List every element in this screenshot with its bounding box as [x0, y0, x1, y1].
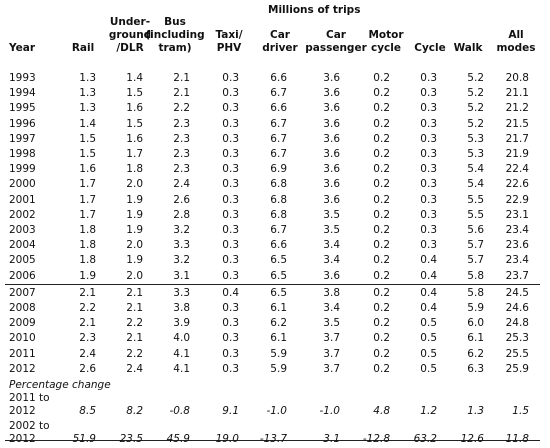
- table-cell: 0.2: [373, 193, 390, 206]
- table-cell: 22.6: [505, 178, 529, 191]
- row-year: 2004: [9, 239, 36, 252]
- table-cell: 3.4: [323, 302, 340, 314]
- table-cell: 3.3: [173, 286, 190, 299]
- table-cell: 0.3: [222, 117, 239, 130]
- row-year: 1994: [9, 87, 36, 100]
- table-cell: 1.5: [126, 87, 143, 100]
- table-cell: 3.5: [323, 224, 340, 236]
- table-cell: 0.3: [222, 224, 239, 236]
- table-cell: 5.2: [467, 102, 484, 115]
- table-cell: 0.3: [222, 347, 239, 360]
- row-year: 2011: [9, 347, 36, 360]
- column-header-car_passenger: Car: [326, 29, 346, 41]
- table-cell: 0.4: [420, 302, 437, 314]
- table-cell: 22.9: [505, 193, 529, 206]
- table-cell: 5.2: [467, 72, 484, 84]
- table-cell: 0.2: [373, 163, 390, 176]
- table-cell: 0.3: [420, 132, 437, 145]
- table-cell: 2.3: [173, 148, 190, 160]
- column-header-car_driver: driver: [262, 42, 298, 54]
- table-cell: 23.4: [505, 254, 529, 267]
- table-cell: 21.1: [505, 87, 529, 100]
- table-cell: 3.8: [323, 286, 340, 299]
- table-cell: 6.6: [270, 239, 287, 252]
- table-cell: 6.9: [270, 163, 287, 176]
- table-cell: 1.6: [126, 132, 143, 145]
- table-cell: 0.4: [222, 286, 239, 299]
- table-cell: 3.6: [323, 72, 340, 84]
- column-header-taxi: PHV: [216, 42, 242, 54]
- table-cell: 2.0: [126, 178, 143, 191]
- period-label: 2002 to: [9, 420, 50, 432]
- column-header-all: All: [508, 29, 524, 41]
- row-year: 1997: [9, 132, 36, 145]
- table-cell: 3.5: [323, 208, 340, 221]
- table-cell: 3.2: [173, 254, 190, 267]
- table-cell: 0.3: [420, 102, 437, 115]
- table-cell: 5.9: [270, 347, 287, 360]
- column-header-rail: Rail: [71, 42, 95, 54]
- column-header-bus: Bus: [164, 16, 186, 28]
- table-cell: 1.5: [79, 132, 96, 145]
- table-cell: 0.2: [373, 102, 390, 115]
- row-year: 2008: [9, 302, 36, 314]
- table-cell: 3.3: [173, 239, 190, 252]
- column-header-taxi: Taxi/: [215, 29, 243, 41]
- table-cell: 0.2: [373, 87, 390, 100]
- table-cell: 0.2: [373, 254, 390, 267]
- row-year: 2000: [9, 178, 36, 191]
- percentage-cell: -1.0: [319, 405, 340, 417]
- table-cell: 2.6: [173, 193, 190, 206]
- row-year: 2002: [9, 208, 36, 221]
- table-cell: 3.5: [323, 317, 340, 330]
- table-cell: 2.2: [126, 347, 143, 360]
- table-cell: 2.3: [173, 132, 190, 145]
- table-cell: 1.7: [79, 193, 96, 206]
- table-cell: 0.3: [222, 102, 239, 115]
- table-cell: 0.2: [373, 72, 390, 84]
- table-cell: 25.9: [505, 362, 529, 375]
- percentage-cell: 51.9: [72, 433, 96, 445]
- table-cell: 0.2: [373, 178, 390, 191]
- table-cell: 0.2: [373, 302, 390, 314]
- table-cell: 1.8: [79, 254, 96, 267]
- table-cell: 0.3: [222, 332, 239, 345]
- table-cell: 3.7: [323, 362, 340, 375]
- table-cell: 5.5: [467, 208, 484, 221]
- table-cell: 23.4: [505, 224, 529, 236]
- table-cell: 2.1: [126, 286, 143, 299]
- table-cell: 1.9: [126, 224, 143, 236]
- row-year: 2010: [9, 332, 36, 345]
- period-label: 2011 to: [9, 392, 50, 404]
- table-cell: 1.7: [79, 208, 96, 221]
- table-cell: 0.3: [222, 132, 239, 145]
- column-header-walk: Walk: [453, 42, 483, 54]
- percentage-cell: -12.8: [362, 433, 390, 445]
- table-cell: 1.9: [126, 208, 143, 221]
- table-cell: 1.8: [79, 239, 96, 252]
- percentage-cell: 12.6: [460, 433, 484, 445]
- table-cell: 0.3: [420, 193, 437, 206]
- table-cell: 0.3: [420, 117, 437, 130]
- row-year: 1999: [9, 163, 36, 176]
- period-label: 2012: [9, 433, 36, 445]
- table-cell: 1.8: [79, 224, 96, 236]
- percentage-cell: 19.0: [215, 433, 239, 445]
- row-year: 1998: [9, 148, 36, 160]
- table-cell: 22.4: [505, 163, 529, 176]
- column-header-underground: /DLR: [116, 42, 144, 54]
- table-cell: 6.7: [270, 87, 287, 100]
- table-cell: 0.5: [420, 332, 437, 345]
- table-cell: 0.2: [373, 286, 390, 299]
- table-cell: 21.9: [505, 148, 529, 160]
- table-cell: 3.9: [173, 317, 190, 330]
- table-cell: 6.7: [270, 224, 287, 236]
- table-cell: 3.1: [173, 269, 190, 282]
- table-cell: 3.6: [323, 87, 340, 100]
- table-cell: 0.3: [222, 239, 239, 252]
- percentage-cell: 1.5: [512, 405, 529, 417]
- table-cell: 0.3: [222, 302, 239, 314]
- table-cell: 1.7: [79, 178, 96, 191]
- table-cell: 3.7: [323, 347, 340, 360]
- period-label: 2012: [9, 405, 36, 417]
- table-cell: 5.4: [467, 178, 484, 191]
- table-cell: 6.7: [270, 148, 287, 160]
- column-header-year: Year: [9, 42, 36, 54]
- percentage-cell: 11.8: [505, 433, 529, 445]
- table-cell: 5.4: [467, 163, 484, 176]
- table-cell: 0.2: [373, 224, 390, 236]
- table-cell: 2.3: [173, 117, 190, 130]
- table-cell: 0.3: [222, 254, 239, 267]
- table-cell: 2.4: [126, 362, 143, 375]
- column-header-bus: tram): [158, 42, 192, 54]
- column-header-cycle: Cycle: [414, 42, 446, 54]
- table-cell: 2.1: [79, 286, 96, 299]
- table-cell: 3.6: [323, 178, 340, 191]
- table-cell: 5.8: [467, 269, 484, 282]
- table-cell: 3.8: [173, 302, 190, 314]
- table-cell: 1.4: [126, 72, 143, 84]
- table-cell: 0.3: [222, 208, 239, 221]
- table-cell: 2.1: [126, 302, 143, 314]
- percentage-cell: 1.3: [467, 405, 484, 417]
- table-cell: 0.3: [222, 269, 239, 282]
- percentage-cell: 23.5: [119, 433, 143, 445]
- row-year: 2003: [9, 224, 36, 236]
- row-year: 2012: [9, 362, 36, 375]
- table-cell: 2.2: [173, 102, 190, 115]
- table-cell: 5.7: [467, 254, 484, 267]
- table-cell: 2.8: [173, 208, 190, 221]
- table-cell: 0.5: [420, 362, 437, 375]
- divider-2006-2007: [5, 284, 540, 285]
- table-cell: 6.3: [467, 362, 484, 375]
- table-cell: 6.5: [270, 269, 287, 282]
- table-cell: 6.8: [270, 208, 287, 221]
- table-cell: 0.3: [420, 208, 437, 221]
- table-cell: 0.2: [373, 347, 390, 360]
- table-cell: 3.6: [323, 193, 340, 206]
- table-cell: 0.2: [373, 332, 390, 345]
- table-cell: 6.5: [270, 254, 287, 267]
- table-cell: 0.2: [373, 117, 390, 130]
- percentage-cell: 8.5: [79, 405, 96, 417]
- table-cell: 0.2: [373, 132, 390, 145]
- table-cell: 2.6: [79, 362, 96, 375]
- table-cell: 1.3: [79, 72, 96, 84]
- table-cell: 23.7: [505, 269, 529, 282]
- table-cell: 5.5: [467, 193, 484, 206]
- table-cell: 0.3: [420, 87, 437, 100]
- row-year: 1995: [9, 102, 36, 115]
- table-cell: 1.5: [79, 148, 96, 160]
- table-cell: 6.1: [270, 332, 287, 345]
- table-cell: 3.4: [323, 254, 340, 267]
- percentage-cell: 1.2: [420, 405, 437, 417]
- table-cell: 4.0: [173, 332, 190, 345]
- table-cell: 3.2: [173, 224, 190, 236]
- column-header-car_driver: Car: [270, 29, 290, 41]
- table-cell: 2.1: [79, 317, 96, 330]
- table-cell: 0.3: [222, 87, 239, 100]
- table-cell: 2.2: [79, 302, 96, 314]
- table-cell: 6.2: [270, 317, 287, 330]
- table-cell: 0.2: [373, 148, 390, 160]
- column-header-motorcycle: cycle: [370, 42, 401, 54]
- table-cell: 0.3: [222, 362, 239, 375]
- table-cell: 1.4: [79, 117, 96, 130]
- table-cell: 5.7: [467, 239, 484, 252]
- table-cell: 1.3: [79, 87, 96, 100]
- row-year: 2006: [9, 269, 36, 282]
- row-year: 2005: [9, 254, 36, 267]
- table-cell: 6.6: [270, 102, 287, 115]
- table-cell: 24.6: [505, 302, 529, 314]
- table-cell: 2.0: [126, 269, 143, 282]
- table-cell: 0.2: [373, 269, 390, 282]
- table-cell: 24.8: [505, 317, 529, 330]
- percentage-cell: -1.0: [266, 405, 287, 417]
- table-cell: 2.3: [173, 163, 190, 176]
- table-cell: 0.2: [373, 317, 390, 330]
- table-cell: 0.3: [420, 178, 437, 191]
- column-header-underground: ground: [108, 29, 152, 41]
- table-cell: 6.8: [270, 193, 287, 206]
- table-cell: 1.9: [126, 193, 143, 206]
- table-cell: 0.3: [222, 317, 239, 330]
- table-cell: 2.3: [79, 332, 96, 345]
- column-header-all: modes: [496, 42, 536, 54]
- row-year: 2007: [9, 286, 36, 299]
- table-cell: 6.8: [270, 178, 287, 191]
- percentage-cell: 63.2: [413, 433, 437, 445]
- table-cell: 3.7: [323, 332, 340, 345]
- table-cell: 6.2: [467, 347, 484, 360]
- table-cell: 0.3: [420, 239, 437, 252]
- table-cell: 0.4: [420, 286, 437, 299]
- table-cell: 3.6: [323, 269, 340, 282]
- percentage-cell: -13.7: [259, 433, 287, 445]
- row-year: 2009: [9, 317, 36, 330]
- table-cell: 1.8: [126, 163, 143, 176]
- table-cell: 21.7: [505, 132, 529, 145]
- table-cell: 5.9: [270, 362, 287, 375]
- table-cell: 5.6: [467, 224, 484, 236]
- table-cell: 0.3: [222, 72, 239, 84]
- table-cell: 5.8: [467, 286, 484, 299]
- table-cell: 0.3: [420, 72, 437, 84]
- table-cell: 3.6: [323, 117, 340, 130]
- percentage-cell: 4.8: [373, 405, 390, 417]
- table-cell: 4.1: [173, 347, 190, 360]
- table-cell: 1.9: [79, 269, 96, 282]
- table-cell: 0.3: [420, 148, 437, 160]
- row-year: 1993: [9, 72, 36, 84]
- table-cell: 23.6: [505, 239, 529, 252]
- percentage-cell: 8.2: [126, 405, 143, 417]
- table-cell: 3.6: [323, 102, 340, 115]
- table-cell: 2.1: [173, 87, 190, 100]
- table-cell: 2.4: [173, 178, 190, 191]
- table-cell: 5.2: [467, 87, 484, 100]
- table-cell: 2.0: [126, 239, 143, 252]
- percentage-cell: 3.1: [323, 433, 340, 445]
- table-cell: 0.3: [420, 224, 437, 236]
- table-cell: 2.1: [173, 72, 190, 84]
- percentage-cell: -0.8: [169, 405, 190, 417]
- table-cell: 6.1: [467, 332, 484, 345]
- table-cell: 5.3: [467, 148, 484, 160]
- units-title: Millions of trips: [268, 4, 361, 16]
- table-cell: 25.5: [505, 347, 529, 360]
- table-cell: 24.5: [505, 286, 529, 299]
- table-cell: 1.6: [126, 102, 143, 115]
- table-cell: 6.0: [467, 317, 484, 330]
- table-cell: 3.6: [323, 163, 340, 176]
- table-cell: 0.5: [420, 347, 437, 360]
- table-cell: 0.3: [222, 178, 239, 191]
- table-cell: 1.5: [126, 117, 143, 130]
- column-header-underground: Under-: [109, 16, 151, 28]
- table-cell: 0.3: [222, 148, 239, 160]
- column-header-bus: (including: [145, 29, 205, 41]
- table-cell: 3.6: [323, 148, 340, 160]
- table-cell: 6.5: [270, 286, 287, 299]
- table-cell: 20.8: [505, 72, 529, 84]
- table-cell: 0.2: [373, 208, 390, 221]
- table-cell: 6.7: [270, 117, 287, 130]
- table-cell: 21.5: [505, 117, 529, 130]
- table-cell: 6.7: [270, 132, 287, 145]
- table-cell: 0.2: [373, 239, 390, 252]
- table-cell: 5.3: [467, 132, 484, 145]
- percentage-cell: 45.9: [166, 433, 190, 445]
- table-cell: 0.3: [222, 193, 239, 206]
- table-cell: 25.3: [505, 332, 529, 345]
- table-cell: 2.4: [79, 347, 96, 360]
- table-cell: 1.3: [79, 102, 96, 115]
- table-cell: 6.6: [270, 72, 287, 84]
- table-cell: 23.1: [505, 208, 529, 221]
- table-cell: 1.7: [126, 148, 143, 160]
- table-cell: 3.6: [323, 132, 340, 145]
- table-cell: 4.1: [173, 362, 190, 375]
- table-cell: 21.2: [505, 102, 529, 115]
- percentage-change-title: Percentage change: [9, 379, 111, 391]
- table-cell: 0.4: [420, 254, 437, 267]
- table-cell: 0.2: [373, 362, 390, 375]
- table-cell: 2.1: [126, 332, 143, 345]
- row-year: 1996: [9, 117, 36, 130]
- table-cell: 5.9: [467, 302, 484, 314]
- table-cell: 3.4: [323, 239, 340, 252]
- column-header-car_passenger: passenger: [305, 42, 367, 54]
- percentage-cell: 9.1: [222, 405, 239, 417]
- table-cell: 0.5: [420, 317, 437, 330]
- column-header-motorcycle: Motor: [368, 29, 404, 41]
- table-cell: 0.3: [420, 163, 437, 176]
- table-cell: 2.2: [126, 317, 143, 330]
- row-year: 2001: [9, 193, 36, 206]
- table-cell: 0.4: [420, 269, 437, 282]
- table-cell: 0.3: [222, 163, 239, 176]
- table-cell: 1.9: [126, 254, 143, 267]
- table-cell: 5.2: [467, 117, 484, 130]
- table-cell: 1.6: [79, 163, 96, 176]
- table-cell: 6.1: [270, 302, 287, 314]
